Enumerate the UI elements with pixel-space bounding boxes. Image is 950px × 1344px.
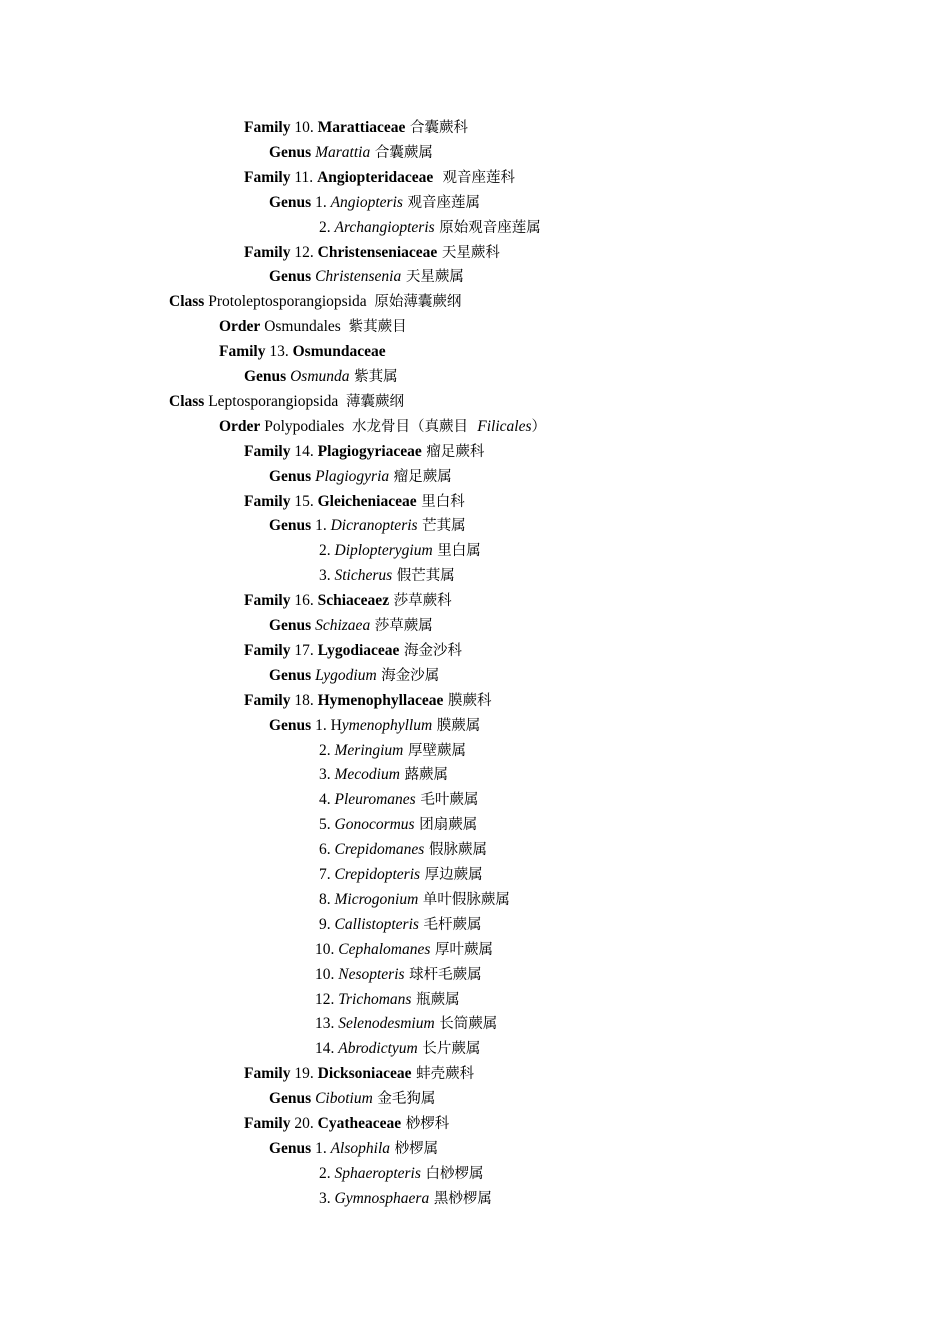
text-fragment: Osmundales xyxy=(260,318,349,335)
latin-name: Marattia xyxy=(315,144,371,161)
latin-name: Schizaea xyxy=(315,617,371,634)
latin-name: Cibotium xyxy=(315,1090,373,1107)
genus-entry xyxy=(319,865,483,885)
genus-entry xyxy=(319,741,466,761)
rank-label: Order xyxy=(219,418,261,435)
genus-entry xyxy=(319,915,482,935)
genus-entry xyxy=(319,566,455,586)
chinese-name: 合囊蕨属 xyxy=(370,145,433,161)
rank-label: Gleicheniaceae xyxy=(317,493,417,510)
text-fragment: 4. xyxy=(319,791,335,808)
latin-name: Mecodium xyxy=(334,766,400,783)
latin-name: Archangiopteris xyxy=(334,219,435,236)
genus-entry xyxy=(315,1039,480,1059)
chinese-name: 膜蕨科 xyxy=(443,693,492,709)
text-fragment: 6. xyxy=(319,841,335,858)
chinese-name: 金毛狗属 xyxy=(372,1091,436,1107)
latin-name: Cephalomanes xyxy=(338,941,431,958)
order-line xyxy=(219,342,386,362)
latin-name: Diplopterygium xyxy=(334,542,433,559)
chinese-name: 紫萁蕨目 xyxy=(348,319,407,335)
text-fragment: 14. xyxy=(315,1040,339,1057)
chinese-name: 蚌壳蕨科 xyxy=(411,1066,475,1082)
chinese-name: 厚壁蕨属 xyxy=(403,743,466,759)
family-line xyxy=(244,367,398,387)
latin-name: Pleuromanes xyxy=(334,791,416,808)
latin-name: Meringium xyxy=(334,742,404,759)
genus-line xyxy=(269,1089,435,1109)
rank-label: Christenseniaceae xyxy=(317,244,438,261)
text-fragment: 12. xyxy=(290,244,318,261)
chinese-name: 桫椤科 xyxy=(401,1116,450,1132)
text-fragment: 17. xyxy=(290,642,318,659)
text-fragment: 2. xyxy=(319,542,335,559)
latin-name: Trichomans xyxy=(338,991,412,1008)
rank-label: Family xyxy=(244,692,291,709)
family-line xyxy=(244,1114,449,1134)
latin-name: Osmunda xyxy=(290,368,350,385)
latin-name: Gymnosphaera xyxy=(334,1190,430,1207)
text-fragment: 16. xyxy=(290,592,318,609)
family-line xyxy=(244,1064,474,1084)
text-fragment: 9. xyxy=(319,916,335,933)
text-fragment: 18. xyxy=(290,692,318,709)
latin-name: Alsophila xyxy=(330,1140,391,1157)
latin-name: Selenodesmium xyxy=(338,1015,435,1032)
order-line xyxy=(219,317,407,337)
chinese-name: 海金沙科 xyxy=(399,643,463,659)
text-fragment: 19. xyxy=(290,1065,318,1082)
genus-entry xyxy=(319,890,510,910)
genus-line xyxy=(269,616,433,636)
genus-entry xyxy=(319,541,481,561)
chinese-name: 厚叶蕨属 xyxy=(430,942,493,958)
latin-name: Microgonium xyxy=(334,891,419,908)
latin-name: Christensenia xyxy=(315,268,402,285)
chinese-name: 毛杆蕨属 xyxy=(418,917,482,933)
genus-entry xyxy=(319,840,487,860)
latin-name: Dicranopteris xyxy=(330,517,418,534)
chinese-name: 长筒蕨属 xyxy=(434,1016,498,1032)
chinese-name: ） xyxy=(531,419,547,435)
chinese-name: 黑桫椤属 xyxy=(429,1191,492,1207)
rank-label: Genus xyxy=(269,468,312,485)
chinese-name: 球杆毛蕨属 xyxy=(404,967,482,983)
chinese-name: 芒萁属 xyxy=(417,518,466,534)
latin-name: Crepidopteris xyxy=(334,866,421,883)
text-fragment: 20. xyxy=(290,1115,318,1132)
genus-entry xyxy=(319,790,478,810)
text-fragment: 10. xyxy=(290,119,318,136)
latin-name: Callistopteris xyxy=(334,916,419,933)
genus-entry xyxy=(319,1189,492,1209)
chinese-name: 瘤足蕨属 xyxy=(389,469,452,485)
order-line xyxy=(219,417,546,437)
rank-label: Genus xyxy=(269,667,312,684)
rank-label: Lygodiaceae xyxy=(317,642,400,659)
genus-entry xyxy=(319,815,477,835)
chinese-name: 海金沙属 xyxy=(376,668,440,684)
rank-label: Class xyxy=(169,393,205,410)
family-line xyxy=(244,118,468,138)
chinese-name: 厚边蕨属 xyxy=(420,867,483,883)
text-fragment: 14. xyxy=(290,443,318,460)
genus-entry xyxy=(319,1164,484,1184)
rank-label: Plagiogyriaceae xyxy=(317,443,422,460)
latin-name: Gonocormus xyxy=(334,816,415,833)
genus-entry xyxy=(319,218,541,238)
rank-label: Family xyxy=(244,244,291,261)
chinese-name: 莎草蕨科 xyxy=(389,593,452,609)
rank-label: Marattiaceae xyxy=(317,119,406,136)
genus-entry xyxy=(315,965,482,985)
text-fragment: 11. xyxy=(290,169,318,186)
chinese-name: 原始薄囊蕨纲 xyxy=(374,294,462,310)
latin-name: Sphaeropteris xyxy=(334,1165,421,1182)
chinese-name: 水龙骨目（真蕨目 xyxy=(352,419,478,435)
rank-label: Dicksoniaceae xyxy=(317,1065,412,1082)
text-fragment: 7. xyxy=(319,866,335,883)
genus-line xyxy=(269,143,433,163)
rank-label: Osmundaceae xyxy=(292,343,386,360)
chinese-name: 天星蕨属 xyxy=(401,269,464,285)
rank-label: Family xyxy=(244,642,291,659)
rank-label: Genus xyxy=(269,617,312,634)
latin-name: Lygodium xyxy=(315,667,377,684)
genus-line xyxy=(269,516,466,536)
chinese-name: 蕗蕨属 xyxy=(399,767,449,783)
rank-label: Family xyxy=(244,493,291,510)
text-fragment: 8. xyxy=(319,891,335,908)
genus-entry xyxy=(315,990,460,1010)
rank-label: Schiaceaez xyxy=(317,592,390,609)
latin-name: Filicales xyxy=(477,418,532,435)
latin-name: Crepidomanes xyxy=(334,841,425,858)
chinese-name: 单叶假脉蕨属 xyxy=(418,892,510,908)
text-fragment: 3. xyxy=(319,1190,335,1207)
rank-label: Family xyxy=(244,119,291,136)
family-line xyxy=(244,442,484,462)
rank-label: Family xyxy=(244,1065,291,1082)
text-fragment: 2. xyxy=(319,1165,335,1182)
family-line xyxy=(244,691,491,711)
rank-label: Cyatheaceae xyxy=(317,1115,402,1132)
genus-line xyxy=(269,467,452,487)
text-fragment: 10. xyxy=(315,966,339,983)
chinese-name: 合囊蕨科 xyxy=(405,120,469,136)
genus-line xyxy=(269,666,439,686)
rank-label: Genus xyxy=(269,1090,312,1107)
text-fragment: 2. xyxy=(319,742,335,759)
rank-label: Class xyxy=(169,293,205,310)
chinese-name: 观音座莲属 xyxy=(402,195,481,211)
chinese-name: 假芒萁属 xyxy=(392,568,455,584)
text-fragment: Polypodiales xyxy=(260,418,353,435)
rank-label: Angiopteridaceae xyxy=(317,169,434,186)
text-fragment: 13. xyxy=(265,343,293,360)
latin-name: Angiopteris xyxy=(330,194,403,211)
text-fragment: 5. xyxy=(319,816,335,833)
rank-label: Family xyxy=(244,1115,291,1132)
text-fragment: 15. xyxy=(290,493,318,510)
family-line xyxy=(244,641,462,661)
text-fragment: 1. xyxy=(311,1140,331,1157)
genus-line xyxy=(269,193,480,213)
chinese-name: 假脉蕨属 xyxy=(424,842,487,858)
family-line xyxy=(244,591,452,611)
chinese-name: 膜蕨属 xyxy=(432,718,481,734)
chinese-name: 紫萁属 xyxy=(349,369,398,385)
chinese-name: 观音座莲科 xyxy=(433,170,516,186)
latin-name: ymenophyllum xyxy=(341,717,433,734)
chinese-name: 瓶蕨属 xyxy=(411,992,460,1008)
rank-label: Genus xyxy=(269,194,312,211)
text-fragment: Protoleptosporangiopsida xyxy=(204,293,375,310)
text-fragment: 3. xyxy=(319,766,335,783)
latin-name: Plagiogyria xyxy=(315,468,390,485)
class-line xyxy=(169,392,404,412)
class-line xyxy=(169,292,461,312)
rank-label: Genus xyxy=(269,517,312,534)
rank-label: Order xyxy=(219,318,261,335)
text-fragment: 1. xyxy=(311,194,331,211)
chinese-name: 里白科 xyxy=(416,494,465,510)
text-fragment: Leptosporangiopsida xyxy=(204,393,346,410)
text-fragment: 10. xyxy=(315,941,339,958)
rank-label: Genus xyxy=(269,717,312,734)
chinese-name: 莎草蕨属 xyxy=(370,618,433,634)
rank-label: Genus xyxy=(269,268,312,285)
rank-label: Family xyxy=(244,169,291,186)
chinese-name: 团扇蕨属 xyxy=(414,817,478,833)
latin-name: Abrodictyum xyxy=(338,1040,418,1057)
text-fragment: 3. xyxy=(319,567,335,584)
text-fragment: 1. H xyxy=(311,717,342,734)
genus-line xyxy=(269,716,480,736)
family-line xyxy=(244,168,515,188)
family-line xyxy=(244,243,500,263)
latin-name: Nesopteris xyxy=(338,966,405,983)
chinese-name: 白桫椤属 xyxy=(420,1166,484,1182)
chinese-name: 桫椤属 xyxy=(390,1141,439,1157)
latin-name: Sticherus xyxy=(334,567,393,584)
rank-label: Hymenophyllaceae xyxy=(317,692,444,709)
text-fragment: 1. xyxy=(311,517,331,534)
chinese-name: 长片蕨属 xyxy=(417,1041,481,1057)
text-fragment: 12. xyxy=(315,991,339,1008)
chinese-name: 薄囊蕨纲 xyxy=(345,394,404,410)
chinese-name: 天星蕨科 xyxy=(437,245,500,261)
family-line xyxy=(244,492,465,512)
genus-line xyxy=(269,267,464,287)
text-fragment: 2. xyxy=(319,219,335,236)
rank-label: Family xyxy=(244,592,291,609)
genus-entry xyxy=(315,940,493,960)
genus-entry xyxy=(315,1014,497,1034)
rank-label: Family xyxy=(244,443,291,460)
chinese-name: 瘤足蕨科 xyxy=(421,444,485,460)
genus-line xyxy=(269,1139,438,1159)
chinese-name: 毛叶蕨属 xyxy=(415,792,479,808)
rank-label: Genus xyxy=(269,144,312,161)
rank-label: Genus xyxy=(269,1140,312,1157)
genus-entry xyxy=(319,765,448,785)
rank-label: Family xyxy=(219,343,266,360)
text-fragment: 13. xyxy=(315,1015,339,1032)
rank-label: Genus xyxy=(244,368,287,385)
chinese-name: 原始观音座莲属 xyxy=(434,220,541,236)
chinese-name: 里白属 xyxy=(432,543,481,559)
